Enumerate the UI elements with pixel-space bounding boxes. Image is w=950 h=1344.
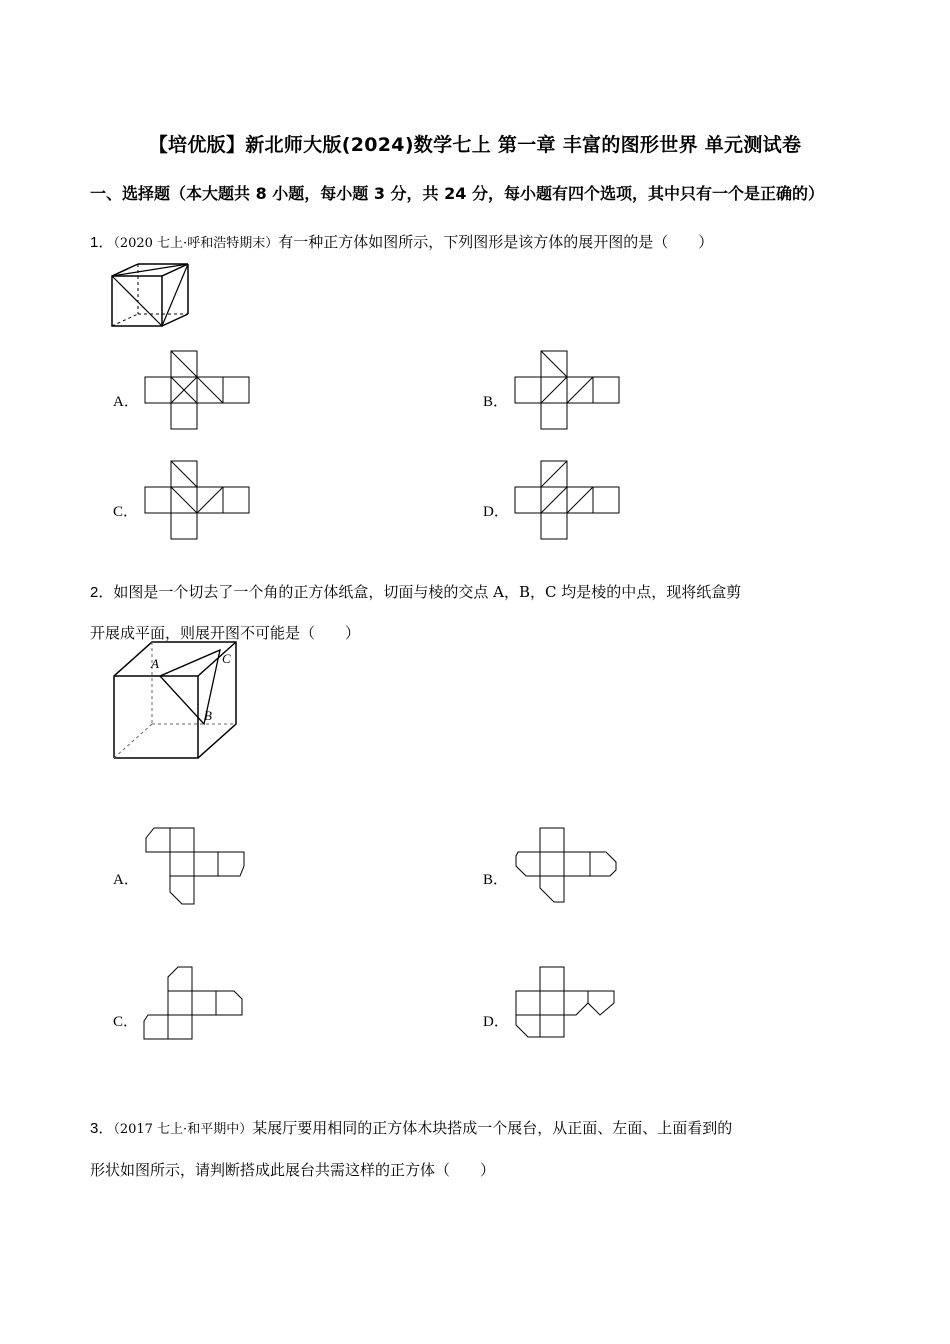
question-1-number: 1． [90, 234, 114, 251]
question-3 [90, 1108, 890, 1190]
section-heading: 一、选择题（本大题共 8 小题，每小题 3 分，共 24 分，每小题有四个选项，其中只有一个是正确的） [90, 184, 824, 203]
question-3-line-1: 3．（2017 七上·和平期中）某展厅要用相同的正方体木块搭成一个展台，从正面、左面、上面看到的 [90, 1119, 733, 1137]
question-2-line-2: 开展成平面，则展开图不可能是（ ） [90, 624, 361, 642]
q2-option-d-label[interactable]: D． [483, 1014, 509, 1030]
q2-option-c-net[interactable] [142, 965, 247, 1047]
q2-option-d-net[interactable] [514, 965, 619, 1047]
q1-option-d-label[interactable]: D． [483, 504, 509, 520]
q2-label-b: B [204, 708, 212, 723]
q1-option-c-net[interactable] [144, 460, 254, 542]
q2-option-b-net[interactable] [514, 826, 619, 908]
question-3-number: 3． [90, 1120, 114, 1137]
q2-option-c-label[interactable]: C． [113, 1014, 139, 1030]
q1-option-d-net[interactable] [514, 460, 624, 542]
question-2-number: 2． [90, 584, 114, 601]
question-2-line-1: 2．如图是一个切去了一个角的正方体纸盒，切面与棱的交点 A，B，C 均是棱的中点，现将纸盒剪 [90, 583, 742, 601]
question-3-line-2: 形状如图所示，请判断搭成此展台共需这样的正方体（ ） [90, 1161, 496, 1179]
question-1-text: 有一种正方体如图所示，下列图形是该方体的展开图的是（ ） [278, 233, 714, 251]
q2-option-b-label[interactable]: B． [483, 872, 509, 888]
question-3-source: （2017 七上·和平期中） [113, 1122, 253, 1137]
q1-option-b-label[interactable]: B． [483, 394, 509, 410]
q2-label-a: A [151, 656, 159, 671]
question-1-source: （2020 七上·呼和浩特期末） [113, 236, 279, 251]
q2-option-a-label[interactable]: A． [113, 872, 139, 888]
page-title: 【培优版】新北师大版(2024)数学七上 第一章 丰富的图形世界 单元测试卷 [148, 134, 802, 156]
q1-cube-figure [110, 262, 195, 332]
q1-option-a-label[interactable]: A． [113, 394, 139, 410]
q1-option-a-net[interactable] [144, 350, 254, 432]
question-1 [90, 232, 890, 254]
q1-option-b-net[interactable] [514, 350, 624, 432]
q1-option-c-label[interactable]: C． [113, 504, 139, 520]
q2-label-c: C [222, 651, 231, 666]
q2-option-a-net[interactable] [144, 826, 249, 908]
